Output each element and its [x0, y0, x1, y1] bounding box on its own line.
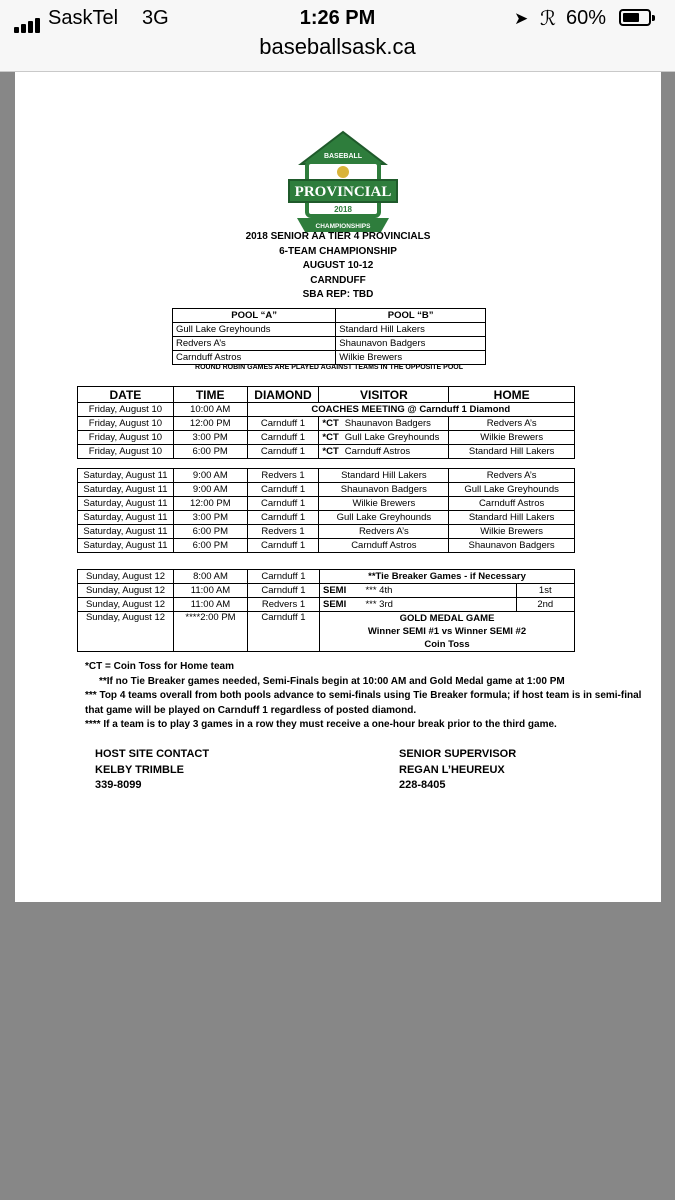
visitor-seed: *** 4th: [365, 585, 393, 596]
table-row: [78, 598, 575, 612]
sunday-schedule-table: [77, 569, 575, 652]
col-visitor: VISITOR: [319, 387, 449, 403]
game-diamond: Redvers 1: [247, 469, 319, 483]
host-phone: 339-8099: [95, 779, 142, 791]
game-diamond: Carnduff 1: [247, 511, 319, 525]
game-date: Saturday, August 11: [78, 525, 174, 539]
logo-text-bottom: CHAMPIONSHIPS: [315, 223, 371, 230]
game-home: Gull Lake Greyhounds: [449, 483, 575, 497]
table-row: [78, 445, 575, 459]
table-row: [78, 483, 575, 497]
pools-table: [172, 308, 486, 365]
game-date: Saturday, August 11: [78, 483, 174, 497]
visitor-team: Shaunavon Badgers: [344, 418, 431, 429]
battery-percent: 60%: [566, 7, 607, 29]
pool-b-team: Standard Hill Lakers: [336, 323, 486, 337]
note-tie-breaker: **If no Tie Breaker games needed, Semi-Finals begin at 10:00 AM and Gold Medal game at 1:00 PM: [99, 675, 565, 687]
gold-medal-game: [320, 612, 575, 652]
supervisor-name: REGAN L’HEUREUX: [399, 763, 505, 776]
host-site-contact: [95, 747, 209, 794]
gold-line-1: GOLD MEDAL GAME: [399, 613, 495, 624]
visitor-team: Carnduff Astros: [344, 446, 411, 457]
game-visitor: Gull Lake Greyhounds: [319, 511, 449, 525]
network-type: 3G: [142, 7, 169, 29]
game-visitor: [319, 445, 449, 459]
game-date: Sunday, August 12: [78, 570, 174, 584]
location-arrow-icon: ➤: [514, 9, 529, 28]
table-row: [78, 417, 575, 431]
host-title: HOST SITE CONTACT: [95, 748, 210, 760]
game-diamond: Carnduff 1: [248, 584, 320, 598]
game-diamond: Carnduff 1: [247, 431, 319, 445]
game-time: 9:00 AM: [173, 469, 247, 483]
game-time: 8:00 AM: [174, 570, 248, 584]
game-home: 1st: [516, 584, 574, 598]
table-row: [78, 570, 575, 584]
table-row: [78, 511, 575, 525]
game-diamond: Carnduff 1: [247, 445, 319, 459]
game-home: Carnduff Astros: [449, 497, 575, 511]
game-visitor: Shaunavon Badgers: [319, 483, 449, 497]
game-date: Saturday, August 11: [78, 511, 174, 525]
game-date: Sunday, August 12: [78, 612, 174, 652]
table-row: [78, 469, 575, 483]
game-visitor: [319, 417, 449, 431]
supervisor-title: SENIOR SUPERVISOR: [399, 748, 517, 760]
game-time: 9:00 AM: [173, 483, 247, 497]
game-time: 11:00 AM: [174, 598, 248, 612]
game-visitor: Wilkie Brewers: [319, 497, 449, 511]
pool-a-header: POOL “A”: [173, 309, 336, 323]
pool-note: ROUND ROBIN GAMES ARE PLAYED AGAINST TEAMS IN THE OPPOSITE POOL: [195, 364, 463, 371]
game-visitor: Redvers A’s: [319, 525, 449, 539]
document-page: [15, 72, 661, 902]
note-three-games: **** If a team is to play 3 games in a row they must receive a one-hour break prior to the third game.: [85, 719, 557, 730]
host-name: KELBY TRIMBLE: [95, 763, 185, 776]
table-row: [173, 323, 486, 337]
game-diamond: Redvers 1: [247, 525, 319, 539]
game-visitor: [319, 431, 449, 445]
game-home: Standard Hill Lakers: [449, 511, 575, 525]
game-home: Wilkie Brewers: [449, 525, 575, 539]
event-heading: [15, 230, 661, 303]
game-date: Sunday, August 12: [78, 598, 174, 612]
game-home: Redvers A’s: [449, 417, 575, 431]
schedule-notes: [85, 660, 645, 733]
game-diamond: Carnduff 1: [247, 417, 319, 431]
pool-a-team: Carnduff Astros: [173, 351, 336, 365]
game-time: 6:00 PM: [173, 539, 247, 553]
game-date: Saturday, August 11: [78, 469, 174, 483]
game-date: Friday, August 10: [78, 403, 174, 417]
coin-toss-marker: *CT: [322, 446, 339, 457]
senior-supervisor-contact: [399, 747, 516, 794]
col-time: TIME: [173, 387, 247, 403]
game-diamond: Carnduff 1: [248, 612, 320, 652]
url-bar[interactable]: baseballsask.ca: [259, 34, 416, 59]
browser-top-bar: [0, 0, 675, 72]
game-visitor: [320, 584, 517, 598]
semi-label: SEMI: [323, 585, 347, 596]
game-diamond: Carnduff 1: [248, 570, 320, 584]
pool-a-team: Gull Lake Greyhounds: [173, 323, 336, 337]
logo-year: 2018: [334, 205, 352, 214]
game-date: Sunday, August 12: [78, 584, 174, 598]
col-diamond: DIAMOND: [247, 387, 319, 403]
table-row: [173, 337, 486, 351]
visitor-team: Gull Lake Greyhounds: [344, 432, 440, 443]
game-date: Friday, August 10: [78, 417, 174, 431]
table-row: [173, 351, 486, 365]
game-time: 6:00 PM: [173, 525, 247, 539]
note-semi-finals: *** Top 4 teams overall from both pools advance to semi-finals using Tie Breaker formula; if host team is in semi-final that game will be played on Carnduff 1 regardless of posted diamond.: [85, 690, 642, 716]
table-row: [78, 525, 575, 539]
game-home: Shaunavon Badgers: [449, 539, 575, 553]
game-home: Standard Hill Lakers: [449, 445, 575, 459]
game-time: 12:00 PM: [173, 417, 247, 431]
heading-line-2: 6-TEAM CHAMPIONSHIP: [279, 245, 397, 257]
pool-b-team: Wilkie Brewers: [336, 351, 486, 365]
table-row: [78, 539, 575, 553]
coin-toss-marker: *CT: [322, 418, 339, 429]
game-visitor: Carnduff Astros: [319, 539, 449, 553]
game-home: Redvers A’s: [449, 469, 575, 483]
battery-icon: [619, 9, 651, 26]
game-time: 12:00 PM: [173, 497, 247, 511]
pool-a-team: Redvers A’s: [173, 337, 336, 351]
provincial-championship-logo: [283, 124, 403, 244]
note-coin-toss: *CT = Coin Toss for Home team: [85, 661, 235, 672]
game-time: 3:00 PM: [173, 431, 247, 445]
bluetooth-icon: ℛ: [540, 8, 556, 30]
game-home: 2nd: [516, 598, 574, 612]
table-row: [78, 497, 575, 511]
game-date: Friday, August 10: [78, 445, 174, 459]
heading-line-5: SBA REP: TBD: [302, 289, 374, 300]
game-date: Saturday, August 11: [78, 497, 174, 511]
status-time: 1:26 PM: [299, 7, 376, 29]
status-bar: [0, 0, 675, 38]
logo-text-main: PROVINCIAL: [294, 184, 392, 200]
coaches-meeting: COACHES MEETING @ Carnduff 1 Diamond: [247, 403, 574, 417]
table-row: [78, 584, 575, 598]
pool-b-header: POOL “B”: [336, 309, 486, 323]
tie-breaker-note: **Tie Breaker Games - if Necessary: [320, 570, 575, 584]
col-home: HOME: [449, 387, 575, 403]
game-diamond: Redvers 1: [248, 598, 320, 612]
table-row: [78, 431, 575, 445]
heading-line-4: CARNDUFF: [310, 274, 366, 286]
game-visitor: [320, 598, 517, 612]
gold-line-3: Coin Toss: [424, 639, 470, 650]
visitor-seed: *** 3rd: [365, 599, 393, 610]
game-time: 3:00 PM: [173, 511, 247, 525]
game-time: 11:00 AM: [174, 584, 248, 598]
game-visitor: Standard Hill Lakers: [319, 469, 449, 483]
heading-line-3: AUGUST 10-12: [302, 260, 374, 271]
friday-schedule-table: [77, 386, 575, 459]
game-date: Saturday, August 11: [78, 539, 174, 553]
heading-line-1: 2018 SENIOR AA TIER 4 PROVINCIALS: [245, 231, 431, 242]
game-diamond: Carnduff 1: [247, 497, 319, 511]
game-diamond: Carnduff 1: [247, 483, 319, 497]
col-date: DATE: [78, 387, 174, 403]
table-row: [78, 612, 575, 652]
game-time: ****2:00 PM: [174, 612, 248, 652]
game-diamond: Carnduff 1: [247, 539, 319, 553]
table-row: [78, 403, 575, 417]
pool-b-team: Shaunavon Badgers: [336, 337, 486, 351]
coin-toss-marker: *CT: [322, 432, 339, 443]
supervisor-phone: 228-8405: [399, 779, 446, 791]
game-time: 10:00 AM: [173, 403, 247, 417]
logo-text-top: BASEBALL: [323, 153, 363, 160]
game-time: 6:00 PM: [173, 445, 247, 459]
saturday-schedule-table: [77, 468, 575, 553]
gold-line-2: Winner SEMI #1 vs Winner SEMI #2: [367, 626, 527, 637]
carrier-name: SaskTel: [48, 7, 119, 29]
game-home: Wilkie Brewers: [449, 431, 575, 445]
semi-label: SEMI: [323, 599, 347, 610]
game-date: Friday, August 10: [78, 431, 174, 445]
